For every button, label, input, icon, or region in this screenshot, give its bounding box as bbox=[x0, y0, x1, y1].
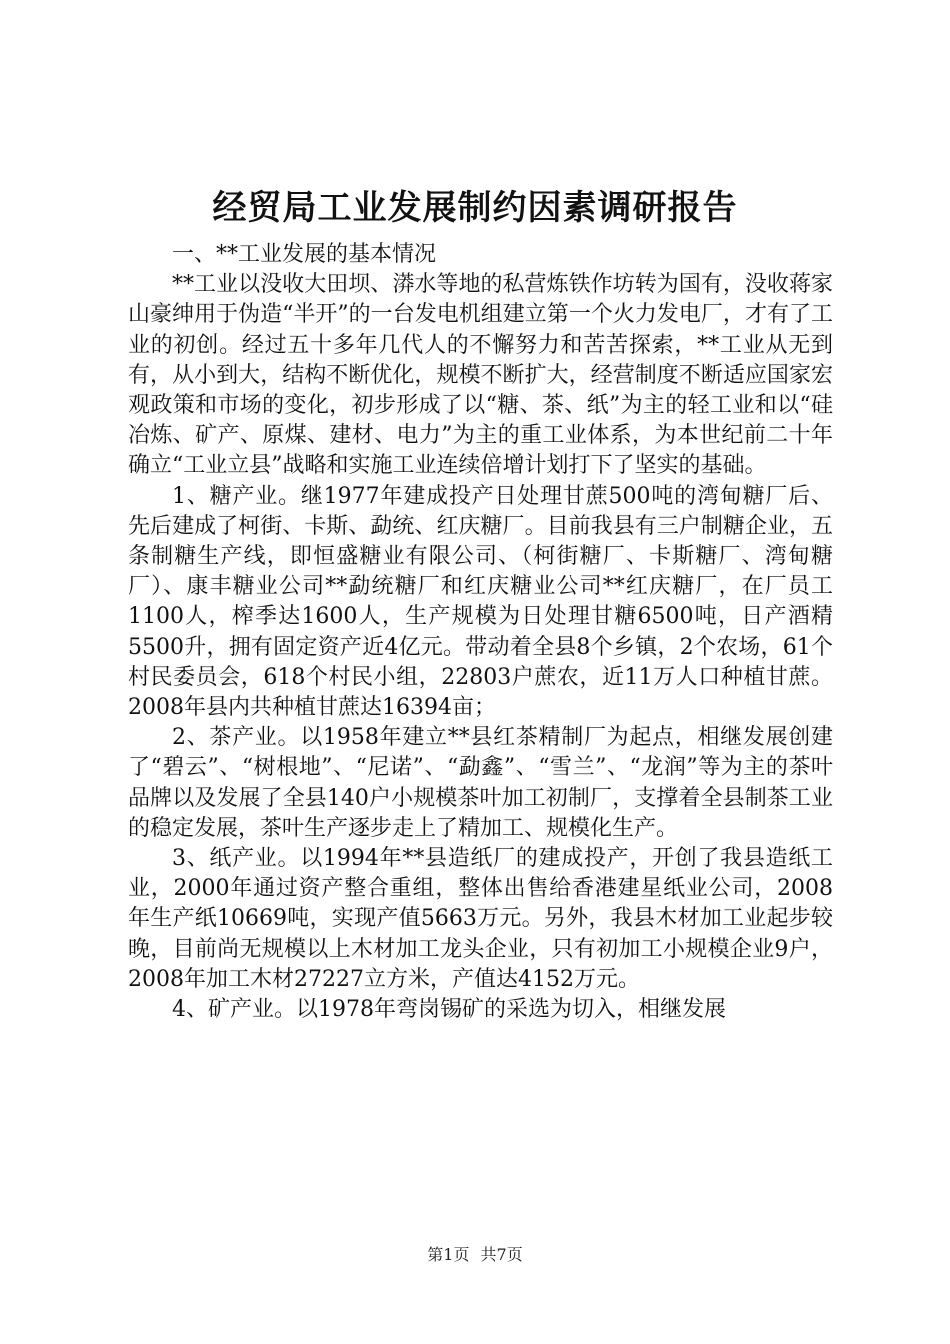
paragraph-sugar-industry: 1、糖产业。继1977年建成投产日处理甘蔗500吨的湾甸糖厂后、先后建成了柯街、卡斯、勐统、红庆糖厂。目前我县有三户制糖企业，五条制糖生产线，即恒盛糖业有限公司、（柯街糖厂、卡斯糖厂、湾甸糖厂）、康丰糖业公司**勐统糖厂和红庆糖业公司**红庆糖厂，在厂员工1100人，榨季达1600人，生产规模为日处理甘糖6500吨，日产酒精5500升，拥有固定资产近4亿元。带动着全县8个乡镇，2个农场，61个村民委员会，618个村民小组，22803户蔗农，近11万人口种植甘蔗。2008年县内共种植甘蔗达16394亩； bbox=[128, 483, 833, 721]
page-footer bbox=[0, 1245, 950, 1265]
paragraph-intro: **工业以没收大田坝、漭水等地的私营炼铁作坊转为国有，没收蒋家山豪绅用于伪造“半开”的一台发电机组建立第一个火力发电厂，才有了工业的初创。经过五十多年几代人的不懈努力和苦苦探索，**工业从无到有，从小到大，结构不断优化，规模不断扩大，经营制度不断适应国家宏观政策和市场的变化，初步形成了以“糖、茶、纸”为主的轻工业和以“硅冶炼、矿产、原煤、建材、电力”为主的重工业体系，为本世纪前二十年确立“工业立县”战略和实施工业连续倍增计划打下了坚实的基础。 bbox=[128, 272, 833, 479]
paragraph-paper-industry: 3、纸产业。以1994年**县造纸厂的建成投产，开创了我县造纸工业，2000年通过资产整合重组，整体出售给香港建星纸业公司，2008年生产纸10669吨，实现产值5663万元。另外，我县木材加工业起步较晚，目前尚无规模以上木材加工龙头企业，只有初加工小规模企业9户，2008年加工木材27227立方米，产值达4152万元。 bbox=[128, 846, 833, 992]
page-total: 共7页 bbox=[480, 1245, 523, 1264]
section-heading: 一、**工业发展的基本情况 bbox=[172, 242, 437, 267]
document-body bbox=[128, 240, 833, 1025]
page-number: 第1页 bbox=[427, 1245, 470, 1264]
paragraph-tea-industry: 2、茶产业。以1958年建立**县红茶精制厂为起点，相继发展创建了“碧云”、“树根地”、“尼诺”、“勐鑫”、“雪兰”、“龙润”等为主的茶叶品牌以及发展了全县140户小规模茶叶加工初制厂，支撑着全县制茶工业的稳定发展，茶叶生产逐步走上了精加工、规模化生产。 bbox=[128, 725, 833, 841]
paragraph-mining-industry: 4、矿产业。以1978年弯岗锡矿的采选为切入，相继发展 bbox=[172, 997, 726, 1023]
document-title: 经贸局工业发展制约因素调研报告 bbox=[212, 188, 738, 228]
